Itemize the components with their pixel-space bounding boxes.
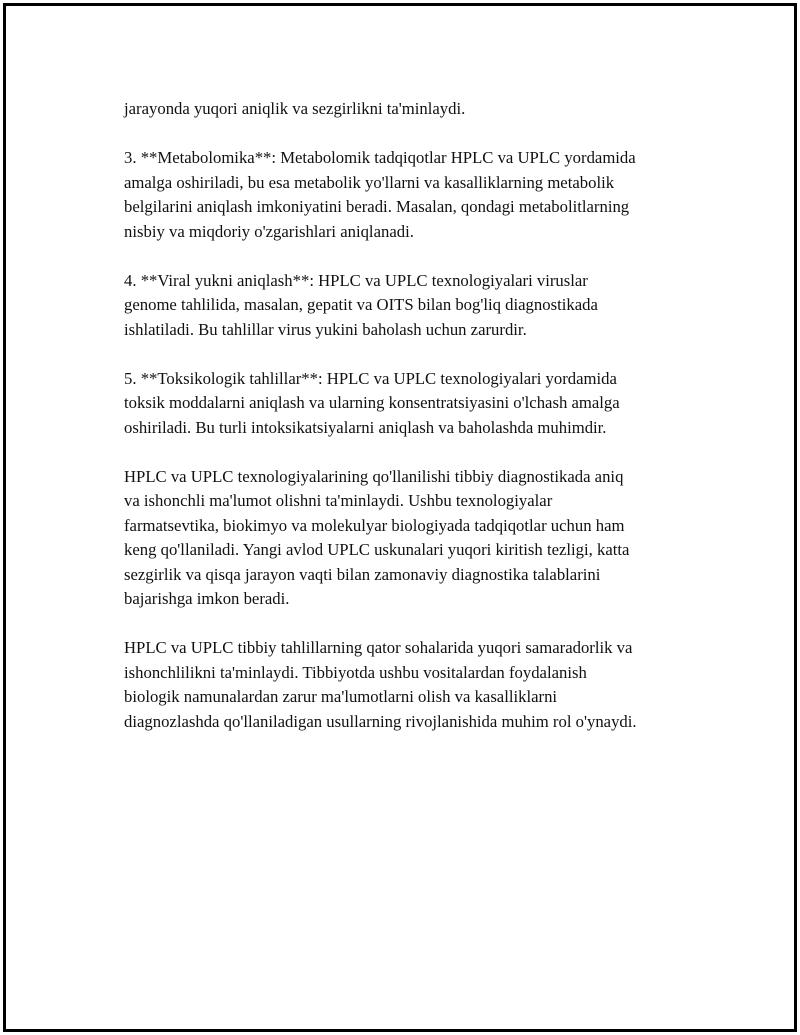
text-line: belgilarini aniqlash imkoniyatini beradi. Masalan, qondagi metabolitlarning	[124, 197, 630, 216]
paragraph-toksikologik	[124, 367, 724, 441]
text-line: HPLC va UPLC tibbiy tahlillarning qator sohalarida yuqori samaradorlik va	[124, 638, 633, 657]
text-line: genome tahlilida, masalan, gepatit va OITS bilan bog'liq diagnostikada	[124, 295, 598, 314]
text-line: 3. **Metabolomika**: Metabolomik tadqiqotlar HPLC va UPLC yordamida	[124, 148, 636, 167]
paragraph-xulosa	[124, 636, 724, 734]
paragraph-continuation	[124, 97, 724, 122]
text-line: sezgirlik va qisqa jarayon vaqti bilan zamonaviy diagnostika talablarini	[124, 564, 601, 584]
page	[3, 3, 797, 1032]
text-line: toksik moddalarni aniqlash va ularning konsentratsiyasini o'lchash amalga	[124, 393, 620, 412]
text-line: nisbiy va miqdoriy o'zgarishlari aniqlanadi.	[124, 221, 414, 241]
text-line: HPLC va UPLC texnologiyalarining qo'llanilishi tibbiy diagnostikada aniq	[124, 466, 624, 486]
text-line: 4. **Viral yukni aniqlash**: HPLC va UPLC texnologiyalari viruslar	[124, 270, 588, 290]
text-line: keng qo'llaniladi. Yangi avlod UPLC uskunalari yuqori kiritish tezligi, katta	[124, 540, 630, 559]
text-line: bajarishga imkon beradi.	[124, 589, 290, 608]
text-line: jarayonda yuqori aniqlik va sezgirlikni ta'minlaydi.	[124, 99, 466, 118]
document-body	[124, 97, 724, 759]
text-line: oshiriladi. Bu turli intoksikatsiyalarni aniqlash va baholashda muhimdir.	[124, 417, 607, 437]
text-line: diagnozlashda qo'llaniladigan usullarning rivojlanishida muhim rol o'ynaydi.	[124, 711, 637, 731]
text-line: ishonchlilikni ta'minlaydi. Tibbiyotda ushbu vositalardan foydalanish	[124, 662, 587, 682]
text-line: biologik namunalardan zarur ma'lumotlarni olish va kasalliklarni	[124, 687, 558, 706]
text-line: ishlatiladi. Bu tahlillar virus yukini baholash uchun zarurdir.	[124, 319, 527, 339]
text-line: amalga oshiriladi, bu esa metabolik yo'llarni va kasalliklarning metabolik	[124, 172, 615, 192]
paragraph-viral-yuk	[124, 269, 724, 343]
text-line: farmatsevtika, biokimyo va molekulyar biologiyada tadqiqotlar uchun ham	[124, 515, 625, 535]
text-line: 5. **Toksikologik tahlillar**: HPLC va UPLC texnologiyalari yordamida	[124, 368, 617, 388]
text-line: va ishonchli ma'lumot olishni ta'minlaydi. Ushbu texnologiyalar	[124, 491, 553, 510]
paragraph-qollanilishi	[124, 465, 724, 612]
paragraph-metabolomika	[124, 146, 724, 244]
